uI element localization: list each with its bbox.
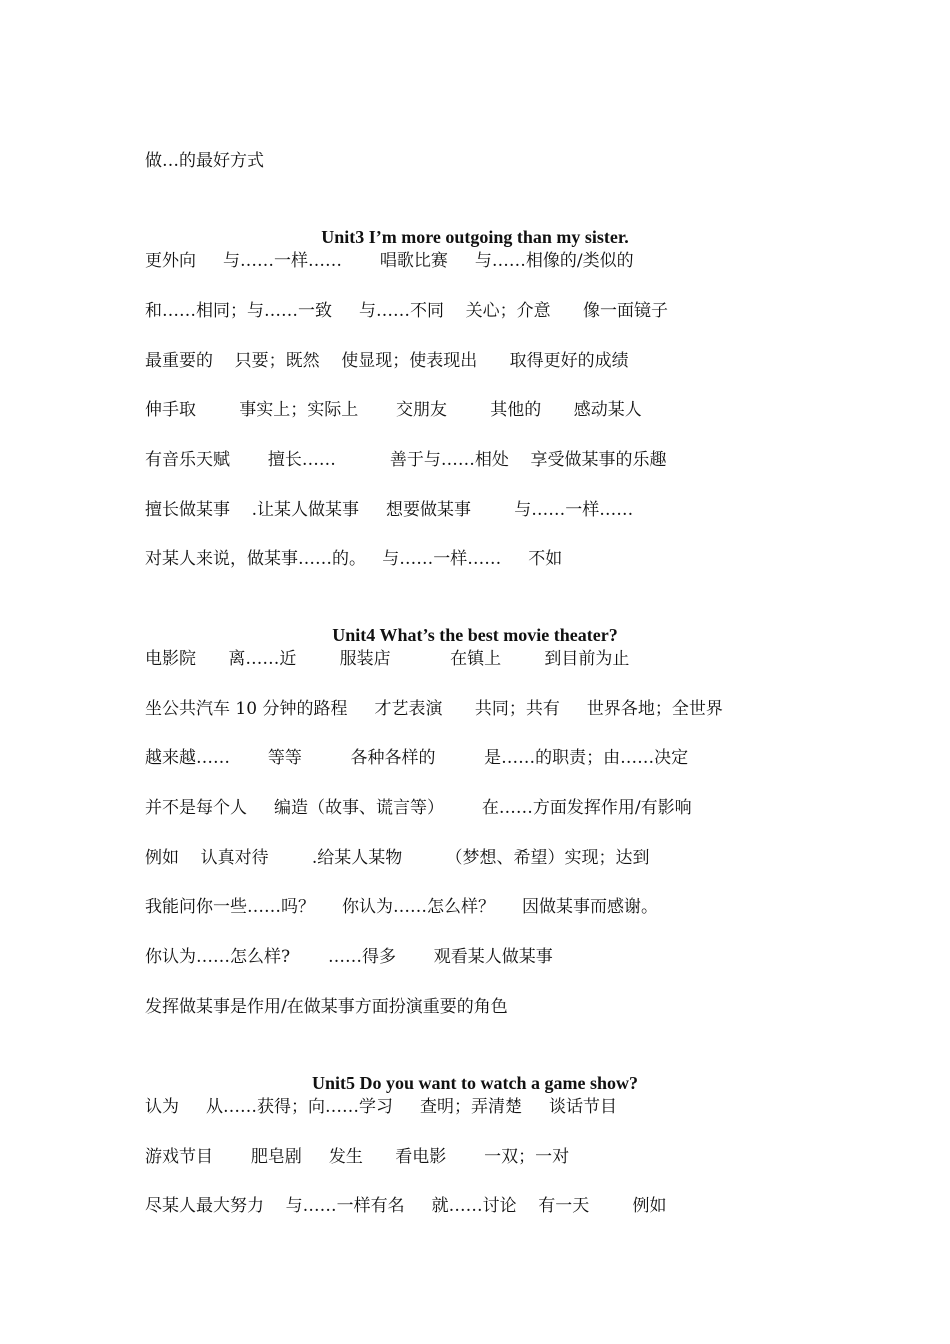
unit5-line-3: 尽某人最大努力 与……一样有名 就……讨论 有一天 例如 [145, 1196, 667, 1216]
unit4-line-7: 你认为……怎么样? ……得多 观看某人做某事 [145, 947, 553, 967]
unit4-line-5: 例如 认真对待 .给某人某物 （梦想、希望）实现；达到 [145, 848, 650, 868]
unit5-heading: Unit5 Do you want to watch a game show? [311, 1073, 638, 1093]
unit4-line-1: 电影院 离……近 服装店 在镇上 到目前为止 [145, 649, 630, 669]
unit4-line-6: 我能问你一些……吗？ 你认为……怎么样？ 因做某事而感谢。 [145, 897, 659, 917]
unit3-line-5: 有音乐天赋 擅长…… 善于与……相处 享受做某事的乐趣 [145, 450, 667, 470]
unit3-line-7: 对某人来说，做某事……的。 与……一样…… 不如 [145, 549, 563, 569]
intro-line: 做…的最好方式 [145, 151, 264, 171]
unit3-line-3: 最重要的 只要；既然 使显现；使表现出 取得更好的成绩 [145, 351, 629, 371]
unit3-line-6: 擅长做某事 .让某人做某事 想要做某事 与……一样…… [145, 500, 634, 520]
unit3-heading: Unit3 I’m more outgoing than my sister. [321, 227, 629, 247]
unit4-line-4: 并不是每个人 编造（故事、谎言等） 在……方面发挥作用/有影响 [145, 798, 692, 818]
unit3-line-4: 伸手取 事实上；实际上 交朋友 其他的 感动某人 [145, 400, 642, 420]
unit4-line-8: 发挥做某事是作用/在做某事方面扮演重要的角色 [145, 997, 508, 1017]
unit5-line-2: 游戏节目 肥皂剧 发生 看电影 一双；一对 [145, 1147, 570, 1167]
unit4-line-3: 越来越…… 等等 各种各样的 是……的职责；由……决定 [145, 748, 689, 768]
unit4-line-2: 坐公共汽车 10 分钟的路程 才艺表演 共同；共有 世界各地；全世界 [145, 699, 723, 719]
unit4-heading: Unit4 What’s the best movie theater? [332, 625, 618, 645]
unit5-line-1: 认为 从……获得；向……学习 查明；弄清楚 谈话节目 [145, 1097, 618, 1117]
unit3-line-2: 和……相同；与……一致 与……不同 关心；介意 像一面镜子 [145, 301, 669, 321]
unit3-line-1: 更外向 与……一样…… 唱歌比赛 与……相像的/类似的 [145, 251, 634, 271]
